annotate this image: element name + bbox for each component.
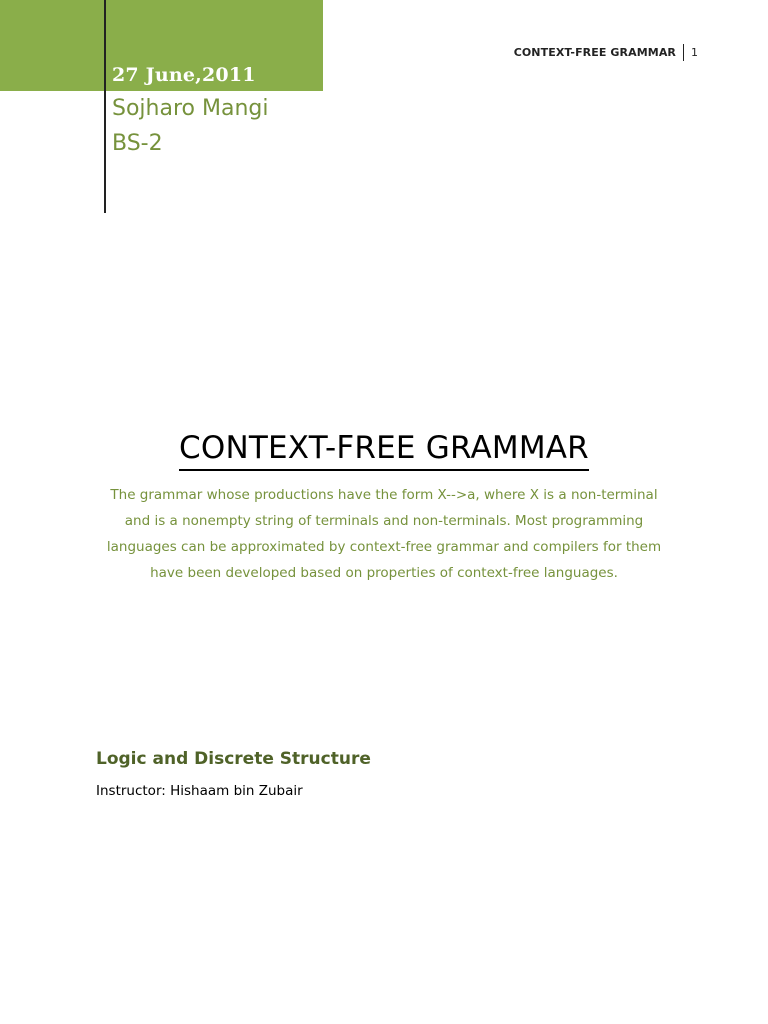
running-header-divider [683,44,684,61]
cover-class: BS-2 [112,131,163,156]
page-number: 1 [691,46,698,59]
running-header [514,44,698,61]
cover-vertical-rule [104,0,106,213]
cover-author: Sojharo Mangi [112,96,269,121]
title-container [0,430,768,471]
instructor-name: Instructor: Hishaam bin Zubair [96,783,303,799]
course-name: Logic and Discrete Structure [96,749,371,769]
document-title: CONTEXT-FREE GRAMMAR [179,430,589,471]
abstract-text: The grammar whose productions have the form X-->a, where X is a non-terminal and is a nonempty string of terminals and non-terminals. Most programming languages can be approximated by context-free grammar and compilers for them have been developed based on properties of context-free languages. [106,487,662,581]
cover-date: 27 June,2011 [112,64,256,86]
running-header-title: CONTEXT-FREE GRAMMAR [513,46,676,59]
